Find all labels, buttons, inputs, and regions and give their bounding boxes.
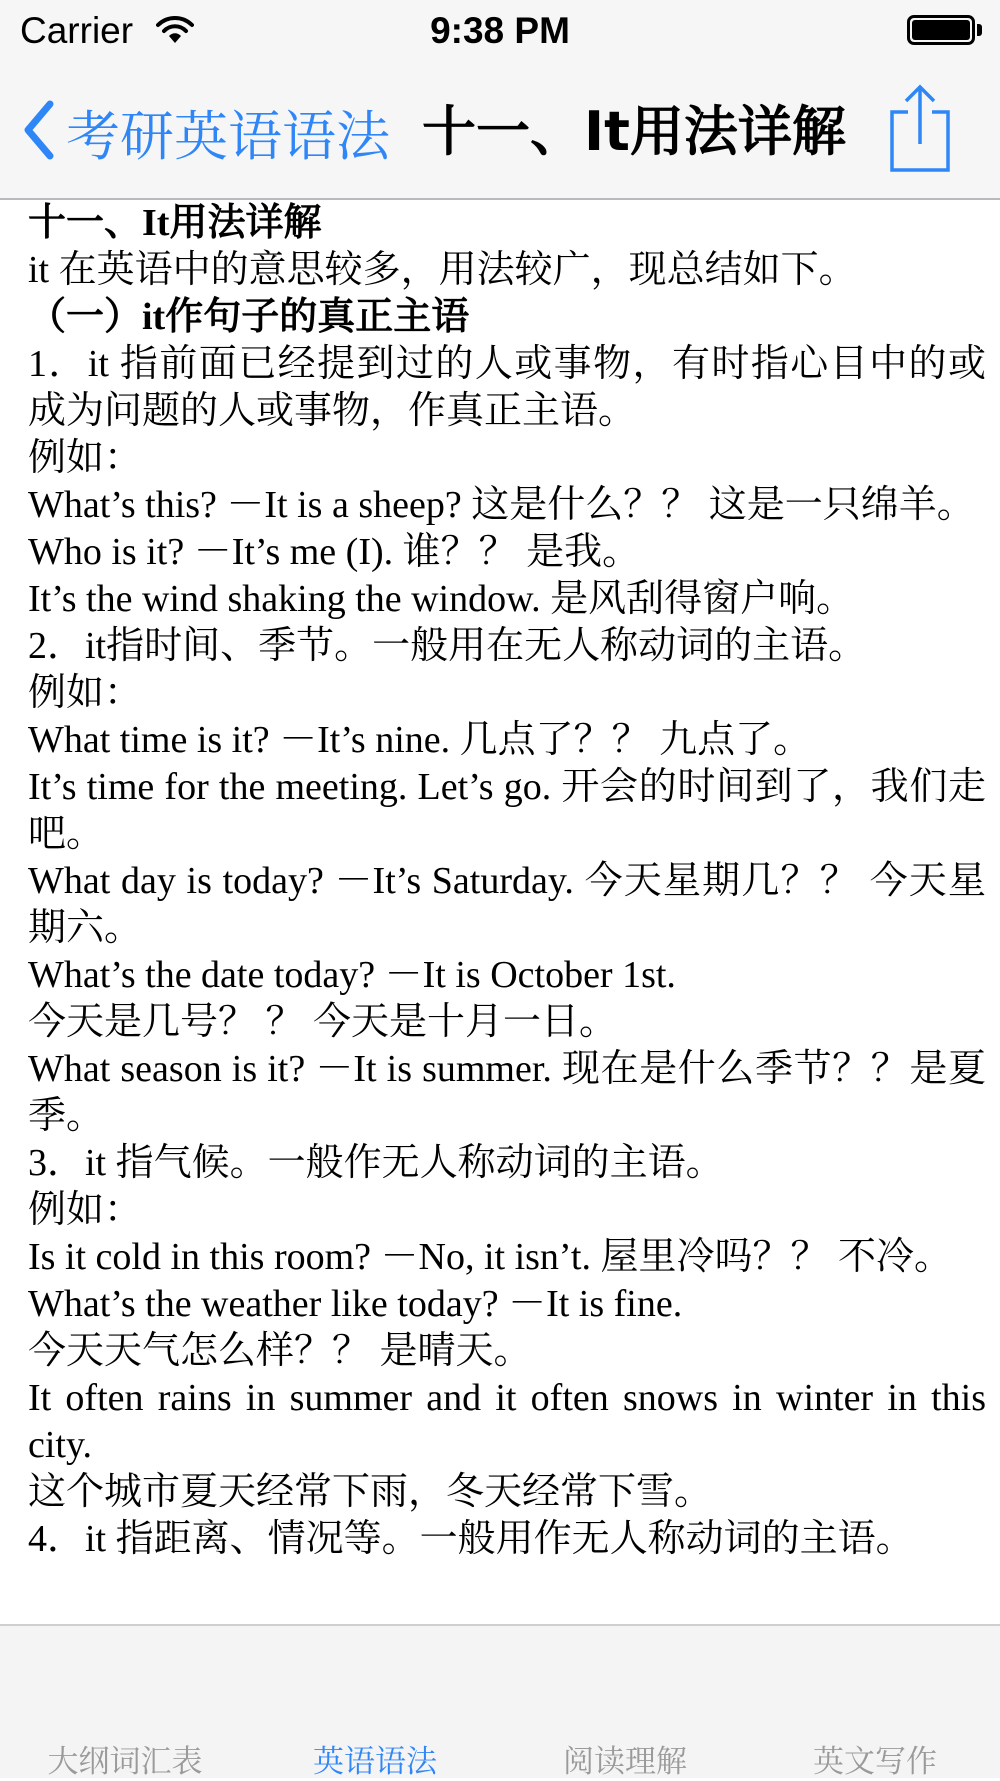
text-line: What’s this? －It is a sheep? 这是什么？？ 这是一只绵羊。 bbox=[28, 484, 975, 526]
text-line: What day is today? －It’s Saturday. 今天星期几？？ 今天星期六。 bbox=[28, 860, 986, 949]
text-line: What’s the weather like today? －It is fine. bbox=[28, 1283, 683, 1325]
text-line: 例如： bbox=[28, 437, 143, 479]
text-line: It often rains in summer and it often snows in winter in this city. bbox=[28, 1377, 986, 1466]
text-line: Who is it? －It’s me (I). 谁？？ 是我。 bbox=[28, 531, 641, 573]
clock: 9:38 PM bbox=[430, 10, 570, 51]
text-line: 1．it 指前面已经提到过的人或事物，有时指心目中的或成为问题的人或事物，作真正主语。 bbox=[28, 343, 986, 432]
share-button[interactable] bbox=[884, 82, 956, 182]
back-button[interactable] bbox=[22, 92, 390, 172]
text-line: 2．it指时间、季节。一般用在无人称动词的主语。 bbox=[28, 625, 867, 667]
chevron-left-icon bbox=[22, 100, 56, 164]
text-line: it 在英语中的意思较多，用法较广，现总结如下。 bbox=[28, 249, 857, 291]
text-line: What time is it? －It’s nine. 几点了？？ 九点了。 bbox=[28, 719, 812, 761]
text-line: It’s the wind shaking the window. 是风刮得窗户响。 bbox=[28, 578, 855, 620]
page-title: 十一、It用法详解 bbox=[422, 100, 846, 163]
text-line: 例如： bbox=[28, 1189, 143, 1231]
article-scroll-view[interactable] bbox=[0, 200, 1000, 1624]
tab-reading[interactable]: 阅读理解 bbox=[563, 1744, 687, 1780]
text-line: It’s time for the meeting. Let’s go. 开会的时间到了，我们走吧。 bbox=[28, 766, 986, 855]
text-line: 例如： bbox=[28, 672, 143, 714]
tab-bar bbox=[0, 1624, 1000, 1778]
text-line: 4．it 指距离、情况等。一般用作无人称动词的主语。 bbox=[28, 1518, 914, 1560]
tab-vocabulary[interactable]: 大纲词汇表 bbox=[47, 1744, 203, 1780]
text-line: 这个城市夏天经常下雨，冬天经常下雪。 bbox=[28, 1471, 713, 1513]
section-title: 十一、It用法详解 bbox=[28, 202, 322, 244]
navigation-bar bbox=[0, 62, 1000, 200]
text-line: 今天天气怎么样？？ 是晴天。 bbox=[28, 1330, 532, 1372]
back-button-label: 考研英语语法 bbox=[66, 104, 390, 168]
text-line: Is it cold in this room? －No, it isn’t. 屋里冷吗？？ 不冷。 bbox=[28, 1236, 952, 1278]
text-line: What’s the date today? －It is October 1st. bbox=[28, 954, 676, 996]
article-body bbox=[0, 200, 1000, 1563]
battery-tip bbox=[977, 24, 982, 36]
subsection-title: （一）it作句子的真正主语 bbox=[28, 296, 470, 338]
carrier-label: Carrier bbox=[20, 10, 134, 51]
text-line: 3．it 指气候。一般作无人称动词的主语。 bbox=[28, 1142, 724, 1184]
text-line: What season is it? －It is summer. 现在是什么季节？？是夏季。 bbox=[28, 1048, 986, 1137]
tab-writing[interactable]: 英文写作 bbox=[813, 1744, 937, 1780]
share-icon bbox=[884, 163, 956, 182]
text-line: 今天是几号？ ？ 今天是十月一日。 bbox=[28, 1001, 618, 1043]
battery-icon bbox=[907, 15, 975, 45]
tab-grammar[interactable]: 英语语法 bbox=[313, 1744, 437, 1780]
status-bar bbox=[0, 0, 1000, 62]
